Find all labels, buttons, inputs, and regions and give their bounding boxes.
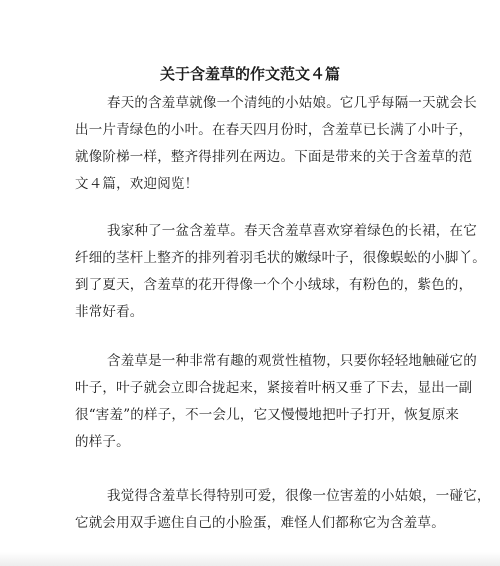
page-bottom-edge <box>0 552 500 566</box>
document-title: 关于含羞草的作文范文４篇 <box>159 65 340 83</box>
paragraph-1-line-1: 春天的含羞草就像一个清纯的小姑娘。它几乎每隔一天就会长 <box>107 95 477 111</box>
paragraph-1-line-2: 出一片青绿色的小叶。在春天四月份时，含羞草已长满了小叶子， <box>75 122 473 138</box>
paragraph-2-line-4: 非常好看。 <box>75 304 144 320</box>
paragraph-3-line-2: 叶子，叶子就会立即合拢起来，紧接着叶柄又垂了下去，显出一副 <box>75 380 473 396</box>
paragraph-3-line-4: 的样子。 <box>75 434 130 450</box>
paragraph-1-line-3: 就像阶梯一样，整齐得排列在两边。下面是带来的关于含羞草的范 <box>75 149 473 165</box>
paragraph-2-line-3: 到了夏天，含羞草的花开得像一个个小绒球，有粉色的，紫色的， <box>75 277 473 293</box>
paragraph-1-line-4: 文４篇，欢迎阅览！ <box>75 176 199 192</box>
paragraph-3-line-1: 含羞草是一种非常有趣的观赏性植物，只要你轻轻地触碰它的 <box>107 353 477 369</box>
paragraph-3-line-3: 很“害羞”的样子，不一会儿，它又慢慢地把叶子打开，恢复原来 <box>75 407 460 423</box>
paragraph-4-line-2: 它就会用双手遮住自己的小脸蛋，难怪人们都称它为含羞草。 <box>75 515 445 531</box>
paragraph-4-line-1: 我觉得含羞草长得特别可爱，很像一位害羞的小姑娘，一碰它， <box>107 488 491 504</box>
paragraph-2-line-2: 纤细的茎杆上整齐的排列着羽毛状的嫩绿叶子，很像蜈蚣的小脚丫。 <box>75 250 486 266</box>
paragraph-2-line-1: 我家种了一盆含羞草。春天含羞草喜欢穿着绿色的长裙，在它 <box>107 223 477 239</box>
